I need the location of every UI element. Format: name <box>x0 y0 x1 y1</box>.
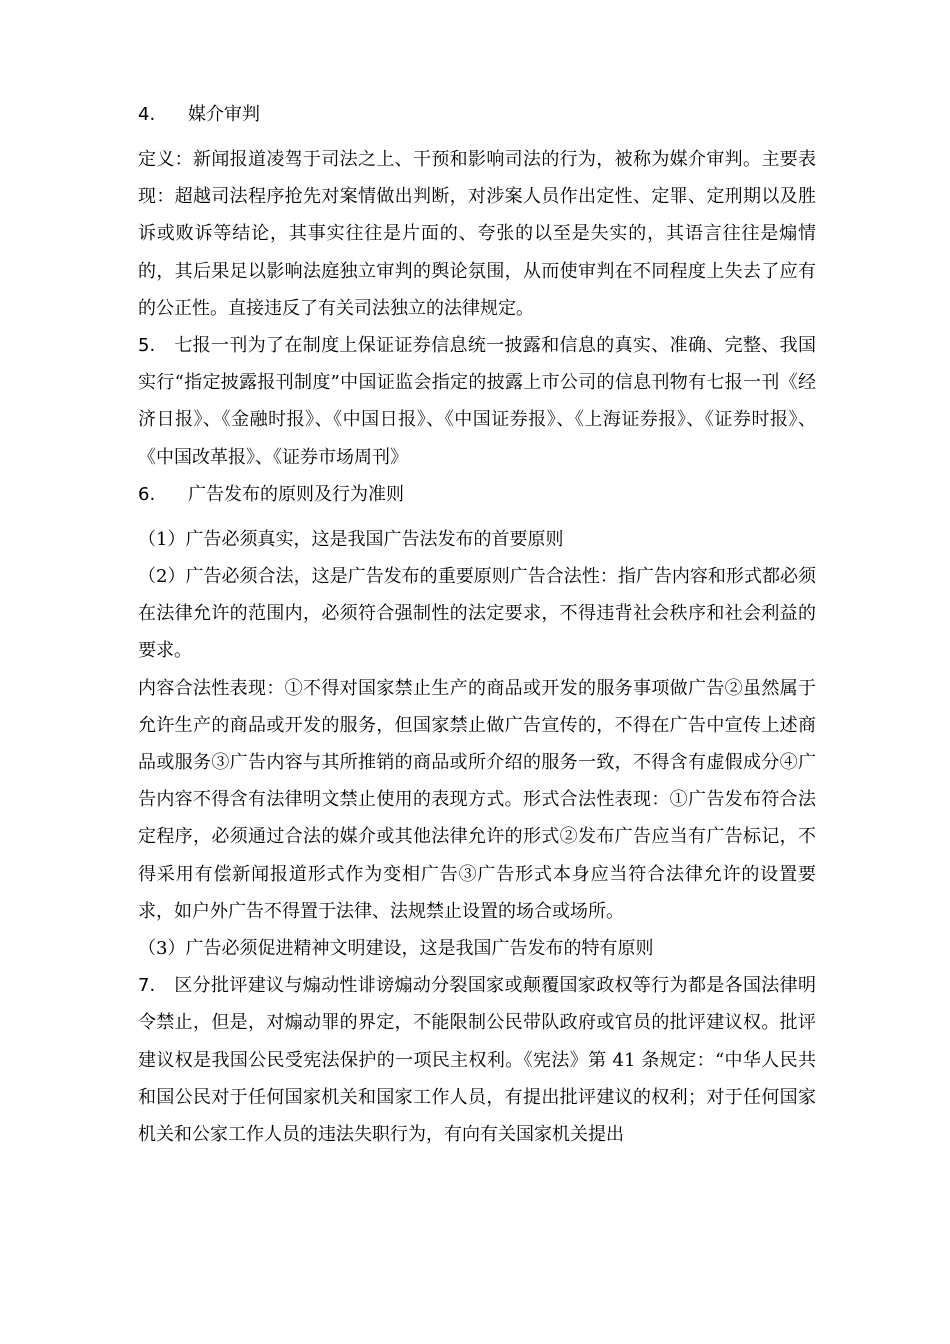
section-4-title: 媒介审判 <box>188 104 260 125</box>
section-6-content-legality: 内容合法性表现：①不得对国家禁止生产的商品或开发的服务事项做广告②虽然属于允许生产的商品或开发的服务，但国家禁止做广告宣传的，不得在广告中宣传上述商品或服务③广告内容与其所推销的商品或所介绍的服务一致，不得含有虚假成分④广告内容不得含有法律明文禁止使用的表现方式。形式合法性表现：①广告发布符合法定程序，必须通过合法的媒介或其他法律允许的形式②发布广告应当有广告标记，不得采用有偿新闻报道形式作为变相广告③广告形式本身应当符合法律允许的设置要求，如户外广告不得置于法律、法规禁止设置的场合或场所。 <box>138 677 816 922</box>
section-4-body: 定义：新闻报道凌驾于司法之上、干预和影响司法的行为，被称为媒介审判。主要表现：超越司法程序抢先对案情做出判断，对涉案人员作出定性、定罪、定刑期以及胜诉或败诉等结论，其事实往往是片面的、夸张的以至是失实的，其语言往往是煽情的，其后果足以影响法庭独立审判的舆论氛围，从而使审判在不同程度上失去了应有的公正性。直接违反了有关司法独立的法律规定。 <box>138 149 816 319</box>
section-4-number: 4. <box>138 104 156 125</box>
section-6-number: 6. <box>138 483 156 505</box>
section-6-item-3: （3）广告必须促进精神文明建设，这是我国广告发布的特有原则 <box>138 938 654 960</box>
section-5 <box>138 327 816 476</box>
document-page <box>138 96 816 1153</box>
section-6-item-1: （1）广告必须真实，这是我国广告法发布的首要原则 <box>138 528 564 550</box>
section-7-body: 区分批评建议与煽动性诽谤煽动分裂国家或颠覆国家政权等行为都是各国法律明令禁止，但是，对煽动罪的界定，不能限制公民带队政府或官员的批评建议权。批评建议权是我国公民受宪法保护的一项民主权利。《宪法》第 41 条规定：“中华人民共和国公民对于任何国家机关和国家工作人员，有提出批评建议的权利；对于任何国家机关和公家工作人员的违法失职行为，有向有关国家机关提出 <box>138 975 816 1146</box>
section-4-heading <box>138 96 816 134</box>
section-5-number: 5. <box>138 335 156 357</box>
section-6-item-2: （2）广告必须合法，这是广告发布的重要原则广告合法性：指广告内容和形式都必须在法律允许的范围内，必须符合强制性的法定要求，不得违背社会秩序和社会利益的要求。 <box>138 566 816 662</box>
section-7 <box>138 967 816 1153</box>
section-5-body: 七报一刊为了在制度上保证证券信息统一披露和信息的真实、准确、完整、我国实行“指定披露报刊制度”中国证监会指定的披露上市公司的信息刊物有七报一刊《经济日报》、《金融时报》、《中国日报》、《中国证券报》、《上海证券报》、《证券时报》、《中国改革报》、《证券市场周刊》 <box>138 335 816 468</box>
section-7-number: 7. <box>138 975 156 997</box>
section-6-title: 广告发布的原则及行为准则 <box>188 483 404 505</box>
section-6-heading <box>138 476 816 514</box>
